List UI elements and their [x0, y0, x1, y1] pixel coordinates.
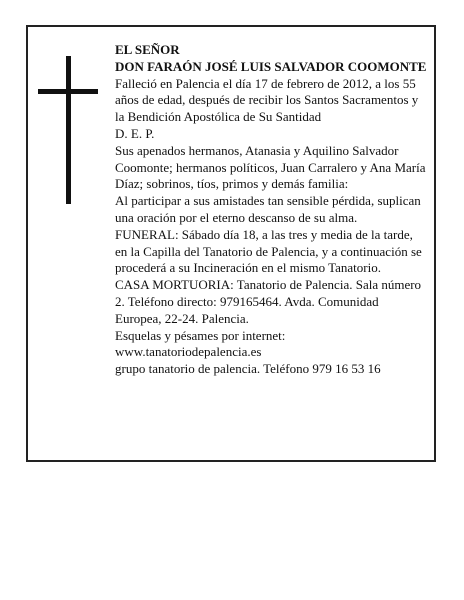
cross-vertical-bar — [66, 56, 71, 204]
company-contact: grupo tanatorio de palencia. Teléfono 979 16 53 16 — [115, 361, 381, 377]
rip-text: D. E. P. — [115, 125, 155, 141]
death-statement: Falleció en Palencia el día 17 de febrero de 2012, a los 55 años de edad, después de recibir los Santos Sacramentos y la Bendición Apostólica de Su Santidad — [115, 75, 419, 125]
notice-body — [115, 42, 427, 378]
funeral-details: FUNERAL: Sábado día 18, a las tres y media de la tarde, en la Capilla del Tanatorio de Palencia, y a continuación se procederá a su Incineración en el mismo Tanatorio. — [115, 226, 422, 276]
website-link[interactable]: www.tanatoriodepalencia.es — [115, 344, 262, 360]
cross-icon — [38, 56, 98, 204]
deceased-name: DON FARAÓN JOSÉ LUIS SALVADOR COOMONTE — [115, 58, 427, 74]
prayer-request: Al participar a sus amistades tan sensible pérdida, suplican una oración por el eterno descanso de su alma. — [115, 193, 421, 225]
obituary-notice — [26, 25, 436, 462]
title-line-1: EL SEÑOR — [115, 42, 180, 57]
cross-horizontal-bar — [38, 89, 98, 94]
online-condolences-label: Esquelas y pésames por internet: — [115, 327, 286, 343]
mortuary-details: CASA MORTUORIA: Tanatorio de Palencia. Sala número 2. Teléfono directo: 979165464. Avda. Comunidad Europea, 22-24. Palencia. — [115, 277, 422, 326]
family-statement: Sus apenados hermanos, Atanasia y Aquilino Salvador Coomonte; hermanos políticos, Juan Carralero y Ana María Díaz; sobrinos, tíos, primos y demás familia: — [115, 142, 426, 192]
